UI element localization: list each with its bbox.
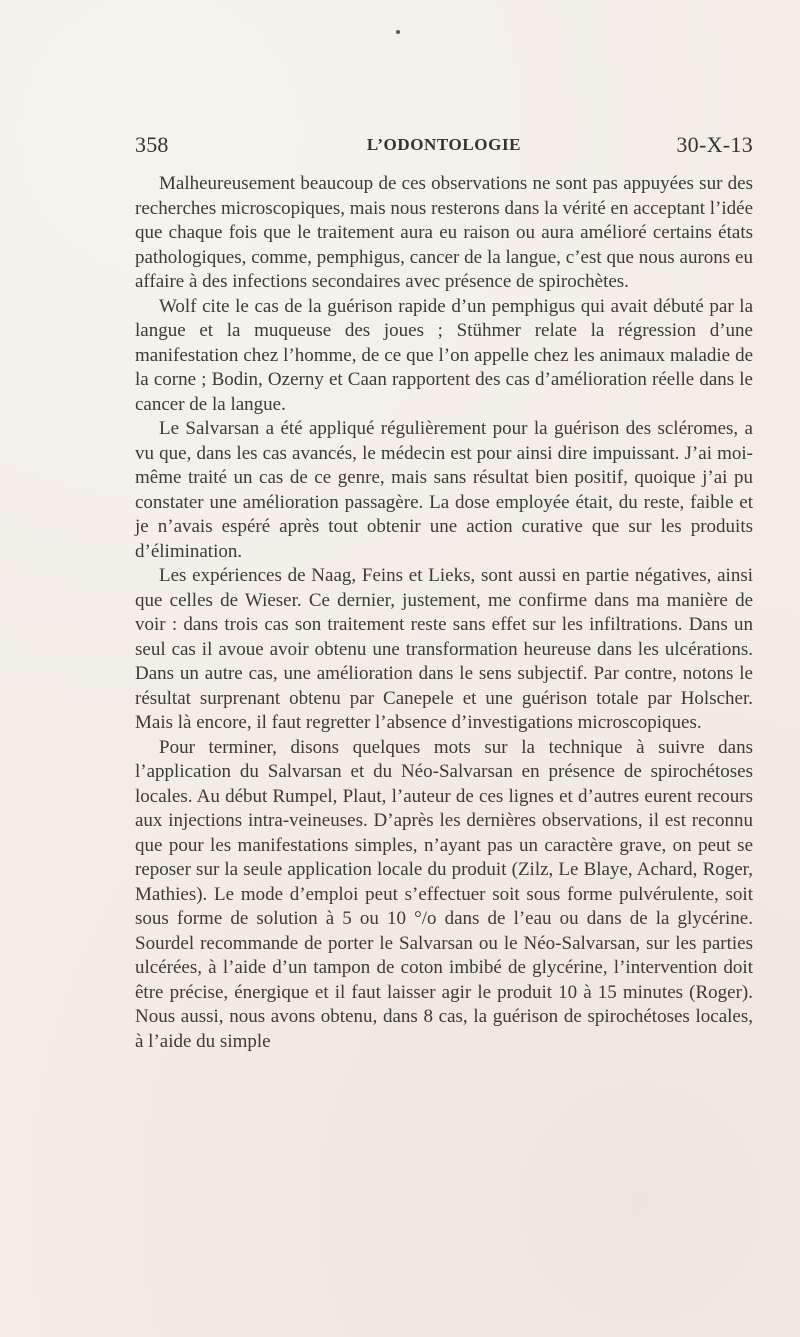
issue-date: 30-X-13 <box>676 132 753 157</box>
journal-title: L’ODONTOLOGIE <box>366 135 522 154</box>
paragraph-4: Les expériences de Naag, Feins et Lieks, sont aussi en partie négatives, ainsi que celles de Wieser. Ce dernier, justement, me confirme dans ma manière de voir : dans trois cas son traitement reste sans effet sur les infiltrations. Dans un seul cas il avoue avoir obtenu une transformation heureuse dans les ulcérations. Dans un autre cas, une amélioration dans le sens subjectif. Par contre, notons le résultat surprenant obtenu par Canepele et une guérison totale par Holscher. Mais là encore, il faut regretter l’absence d’investigations microscopiques. <box>135 565 753 733</box>
paragraph-5: Pour terminer, disons quelques mots sur la technique à suivre dans l’application du Salvarsan et du Néo-Salvarsan en présence de spirochétoses locales. Au début Rumpel, Plaut, l’auteur de ces lignes et d’autres eurent recours aux injections intra-veineuses. D’après les dernières observations, il est reconnu que pour les manifestations simples, n’ayant pas un caractère grave, on peut se reposer sur la seule application locale du produit (Zilz, Le Blaye, Achard, Roger, Mathies). Le mode d’emploi peut s’effectuer soit sous forme pulvérulente, soit sous forme de solution à 5 ou 10 °/o dans de l’eau ou dans de la glycérine. Sourdel recommande de porter le Salvarsan ou le Néo-Salvarsan, sur les parties ulcérées, à l’aide d’un tampon de coton imbibé de glycérine, l’intervention doit être précise, énergique et il faut laisser agir le produit 10 à 15 minutes (Roger). Nous aussi, nous avons obtenu, dans 8 cas, la guérison de spirochétoses locales, à l’aide du simple <box>135 736 753 1052</box>
paragraph-1: Malheureusement beaucoup de ces observations ne sont pas appuyées sur des recherches microscopiques, mais nous resterons dans la vérité en acceptant l’idée que chaque fois que le traitement aura eu raison ou aura amélioré certains états pathologiques, comme, pemphigus, cancer de la langue, c’est que nous aurons eu affaire à des infections secondaires avec présence de spirochètes. <box>135 173 753 292</box>
running-header <box>135 132 753 162</box>
paragraph-3: Le Salvarsan a été appliqué régulièrement pour la guérison des scléromes, a vu que, dans les cas avancés, le médecin est pour ainsi dire impuissant. J’ai moi-même traité un cas de ce genre, mais sans résultat bien positif, quoique j’ai pu constater une amélioration passagère. La dose employée était, du reste, faible et je n’avais espéré après tout obtenir une action curative que sur les produits d’élimination. <box>135 418 753 562</box>
paragraph-2: Wolf cite le cas de la guérison rapide d’un pemphigus qui avait débuté par la langue et la muqueuse des joues ; Stühmer relate la régression d’une manifestation chez l’homme, de ce que l’on appelle chez les animaux maladie de la corne ; Bodin, Ozerny et Caan rapportent des cas d’amélioration réelle dans le cancer de la langue. <box>135 295 753 415</box>
ink-speck <box>396 30 400 34</box>
page-number: 358 <box>135 132 169 157</box>
article-body <box>135 172 753 1054</box>
